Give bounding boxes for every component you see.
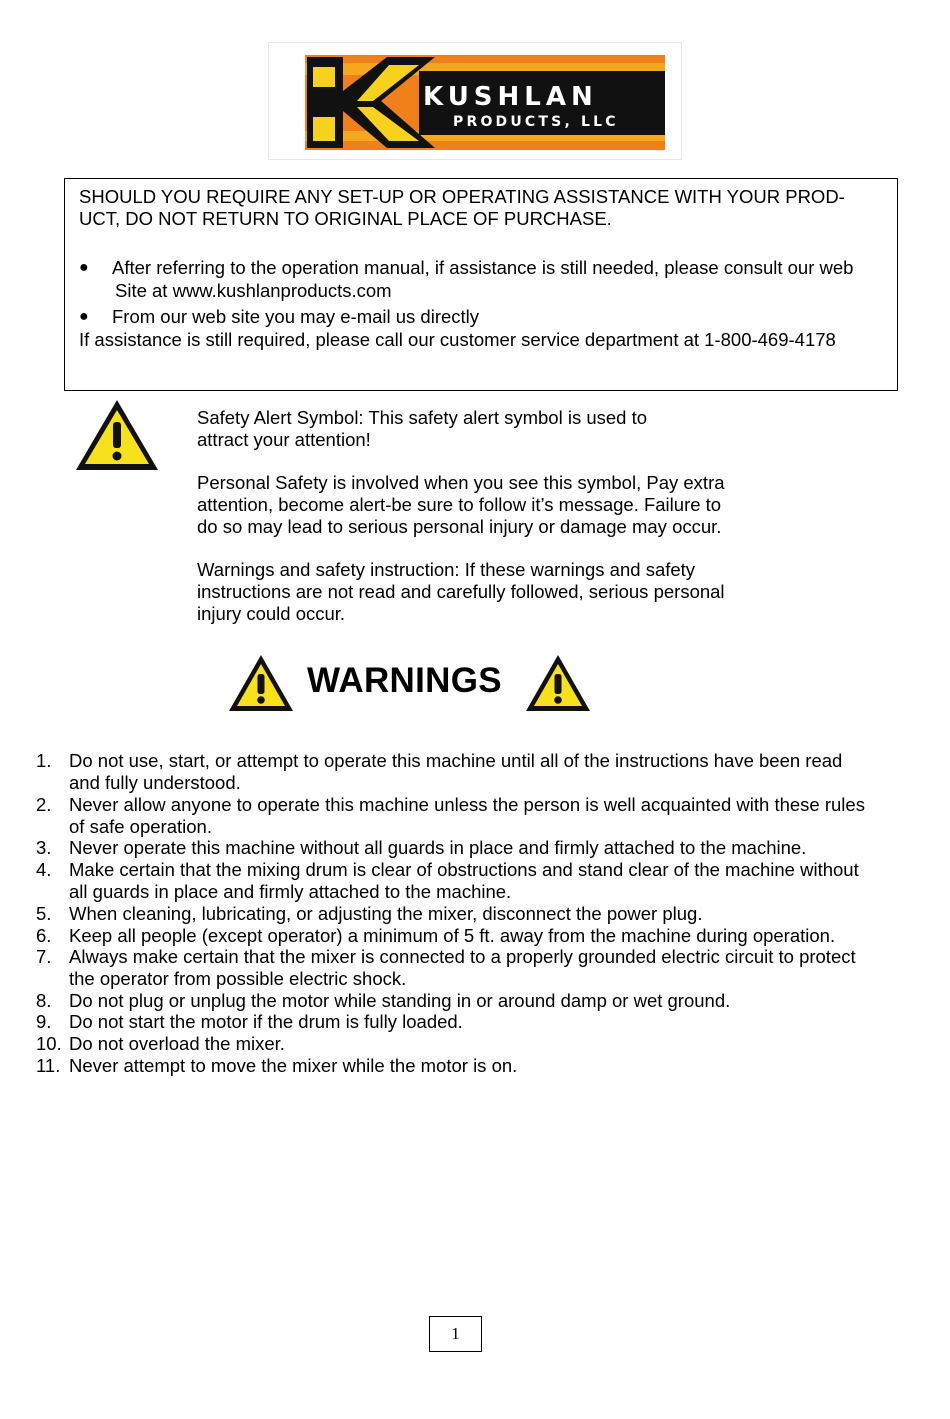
list-item-text: Make certain that the mixing drum is clear of obstructions and stand clear of the machine without [69, 859, 859, 880]
list-item-text: Do not start the motor if the drum is fully loaded. [69, 1011, 463, 1032]
list-item-text: of safe operation. [69, 816, 212, 837]
list-item-text: the operator from possible electric shock. [69, 968, 407, 989]
list-item-number: 7. [36, 946, 52, 967]
kushlan-logo-graphic [269, 43, 683, 161]
list-item-text: Do not use, start, or attempt to operate this machine until all of the instructions have been read [69, 750, 843, 771]
list-item-number: 2. [36, 794, 52, 815]
safety-p1-line-1: Safety Alert Symbol: This safety alert symbol is used to [197, 407, 648, 428]
logo-wordmark: KUSHLAN [423, 82, 598, 112]
list-item-number: 11. [36, 1055, 61, 1076]
list-item-number: 9. [36, 1011, 52, 1032]
list-item-number: 4. [36, 859, 52, 880]
warning-triangle-icon [74, 398, 160, 472]
warning-triangle-icon [524, 653, 592, 713]
list-item-number: 6. [36, 925, 52, 946]
list-item-text: Never attempt to move the mixer while the motor is on. [69, 1055, 518, 1076]
list-item-text: Always make certain that the mixer is connected to a properly grounded electric circuit to protect [69, 946, 856, 967]
list-item-number: 3. [36, 837, 52, 858]
list-item-number: 5. [36, 903, 52, 924]
warnings-heading: WARNINGS [307, 661, 502, 700]
warning-triangle-icon [227, 653, 295, 713]
logo-subtitle: PRODUCTS, LLC [453, 114, 619, 130]
list-item-number: 8. [36, 990, 52, 1011]
list-item-text: Do not overload the mixer. [69, 1033, 285, 1054]
list-item-text: Keep all people (except operator) a minimum of 5 ft. away from the machine during operation. [69, 925, 836, 946]
list-item-text: all guards in place and firmly attached to the machine. [69, 881, 512, 902]
notice-heading-line-2: UCT, DO NOT RETURN TO ORIGINAL PLACE OF PURCHASE. [79, 208, 612, 229]
notice-heading-line-1: SHOULD YOU REQUIRE ANY SET-UP OR OPERATING ASSISTANCE WITH YOUR PROD- [79, 186, 845, 207]
bullet-icon: ● [79, 308, 89, 325]
safety-p3-line-3: injury could occur. [197, 603, 346, 624]
company-logo [268, 42, 682, 160]
list-item-number: 10. [36, 1033, 62, 1054]
safety-p1-line-2: attract your attention! [197, 429, 371, 450]
page-number: 1 [429, 1316, 482, 1352]
notice-bullet-2: From our web site you may e-mail us directly [112, 306, 480, 327]
safety-p3-line-1: Warnings and safety instruction: If these warnings and safety [197, 559, 696, 580]
list-item-number: 1. [36, 750, 52, 771]
bullet-icon: ● [79, 259, 89, 276]
safety-p2-line-2: attention, become alert-be sure to follow it’s message. Failure to [197, 494, 722, 515]
safety-p2-line-3: do so may lead to serious personal injury or damage may occur. [197, 516, 722, 537]
list-item-text: Do not plug or unplug the motor while standing in or around damp or wet ground. [69, 990, 731, 1011]
safety-p3-line-2: instructions are not read and carefully followed, serious personal [197, 581, 725, 602]
list-item-text: Never operate this machine without all guards in place and firmly attached to the machine. [69, 837, 807, 858]
notice-bullet-1-line-1: After referring to the operation manual, if assistance is still needed, please consult our web [112, 257, 854, 278]
notice-bullet-1-line-2: Site at www.kushlanproducts.com [115, 280, 392, 301]
list-item-text: and fully understood. [69, 772, 241, 793]
list-item-text: Never allow anyone to operate this machine unless the person is well acquainted with these rules [69, 794, 865, 815]
notice-footer: If assistance is still required, please call our customer service department at 1-800-469-4178 [79, 329, 836, 350]
safety-p2-line-1: Personal Safety is involved when you see this symbol, Pay extra [197, 472, 725, 493]
list-item-text: When cleaning, lubricating, or adjusting the mixer, disconnect the power plug. [69, 903, 703, 924]
